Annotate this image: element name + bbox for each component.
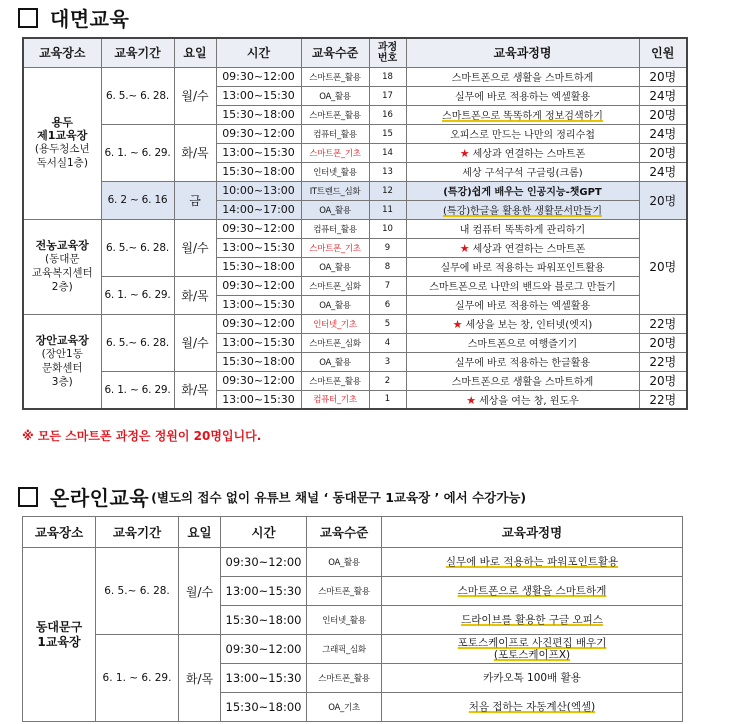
- course-cell: 스마트폰으로 여행즐기기: [406, 333, 639, 352]
- time-cell: 13:00~15:30: [216, 390, 301, 409]
- course-number-cell: 16: [369, 105, 406, 124]
- header-course: 교육과정명: [382, 517, 683, 548]
- level-cell: 인터넷_활용: [301, 162, 369, 181]
- course-number-cell: 3: [369, 352, 406, 371]
- header-day: 요일: [174, 38, 216, 67]
- capacity-cell: 20명: [639, 333, 687, 352]
- period-cell: 6. 5.~ 6. 28.: [101, 314, 174, 371]
- course-cell: 드라이브를 활용한 구글 오피스: [382, 606, 683, 635]
- period-cell: 6. 5.~ 6. 28.: [101, 67, 174, 124]
- capacity-cell: 24명: [639, 124, 687, 143]
- course-number-cell: 12: [369, 181, 406, 200]
- table-row-special-lecture: [23, 181, 687, 200]
- day-cell: 월/수: [179, 548, 221, 635]
- level-cell: OA_활용: [301, 200, 369, 219]
- time-cell: 09:30~12:00: [216, 314, 301, 333]
- course-number-cell: 13: [369, 162, 406, 181]
- period-cell: 6. 5.~ 6. 28.: [96, 548, 179, 635]
- level-cell: 스마트폰_기초: [301, 143, 369, 162]
- course-number-cell: 11: [369, 200, 406, 219]
- period-cell: 6. 1. ~ 6. 29.: [96, 635, 179, 722]
- course-cell: 스마트폰으로 나만의 밴드와 블로그 만들기: [406, 276, 639, 295]
- capacity-cell: 22명: [639, 314, 687, 333]
- star-icon: ★: [459, 242, 470, 255]
- place-cell-jangan: 장안교육장 (장안1동 문화센터 3층): [23, 314, 101, 409]
- level-cell: 인터넷_기초: [301, 314, 369, 333]
- table-row: [23, 314, 687, 333]
- online-schedule-table: [22, 516, 683, 722]
- course-number-cell: 4: [369, 333, 406, 352]
- offline-schedule-table: [22, 37, 688, 410]
- time-cell: 09:30~12:00: [221, 635, 307, 664]
- time-cell: 15:30~18:00: [221, 606, 307, 635]
- course-cell: ★ 세상과 연결하는 스마트폰: [406, 238, 639, 257]
- time-cell: 15:30~18:00: [216, 257, 301, 276]
- level-cell: OA_활용: [301, 86, 369, 105]
- time-cell: 13:00~15:30: [221, 577, 307, 606]
- day-cell: 월/수: [174, 67, 216, 124]
- section-title-online: [18, 482, 526, 511]
- course-number-cell: 5: [369, 314, 406, 333]
- course-cell: (특강)한글을 활용한 생활문서만들기: [406, 200, 639, 219]
- level-cell: OA_기초: [307, 693, 382, 722]
- header-course-number: 과정 번호: [369, 38, 406, 67]
- time-cell: 13:00~15:30: [216, 86, 301, 105]
- course-number-cell: 14: [369, 143, 406, 162]
- course-number-cell: 17: [369, 86, 406, 105]
- time-cell: 13:00~15:30: [216, 333, 301, 352]
- course-number-cell: 9: [369, 238, 406, 257]
- table-row: [23, 371, 687, 390]
- course-cell: 오피스로 만드는 나만의 정리수첩: [406, 124, 639, 143]
- table-row: [23, 548, 683, 577]
- header-place: 교육장소: [23, 38, 101, 67]
- day-cell: 화/목: [174, 371, 216, 409]
- level-cell: 스마트폰_기초: [301, 238, 369, 257]
- table-row: [23, 219, 687, 238]
- level-cell: 컴퓨터_활용: [301, 219, 369, 238]
- level-cell: 스마트폰_활용: [307, 664, 382, 693]
- day-cell: 화/목: [179, 635, 221, 722]
- star-icon: ★: [466, 393, 477, 407]
- course-cell: (특강)쉽게 배우는 인공지능-챗GPT: [406, 181, 639, 200]
- section-checkbox-icon: [18, 487, 38, 507]
- time-cell: 09:30~12:00: [221, 548, 307, 577]
- header-course: 교육과정명: [406, 38, 639, 67]
- time-cell: 09:30~12:00: [216, 276, 301, 295]
- section-checkbox-icon: [18, 8, 38, 28]
- header-place: 교육장소: [23, 517, 96, 548]
- course-cell: 스마트폰으로 생활을 스마트하게: [406, 67, 639, 86]
- course-cell: ★ 세상을 여는 창, 윈도우: [406, 390, 639, 409]
- course-number-cell: 15: [369, 124, 406, 143]
- time-cell: 10:00~13:00: [216, 181, 301, 200]
- time-cell: 14:00~17:00: [216, 200, 301, 219]
- time-cell: 13:00~15:30: [221, 664, 307, 693]
- capacity-cell: 20명: [639, 181, 687, 219]
- level-cell: OA_활용: [301, 257, 369, 276]
- capacity-cell: 20명: [639, 143, 687, 162]
- day-cell: 월/수: [174, 219, 216, 276]
- level-cell: 스마트폰_심화: [301, 333, 369, 352]
- table-header-row: [23, 517, 683, 548]
- section-title-text: 온라인교육: [50, 486, 150, 510]
- level-cell: 스마트폰_활용: [301, 67, 369, 86]
- capacity-cell: 24명: [639, 86, 687, 105]
- course-cell: 실무에 바로 적용하는 한글활용: [406, 352, 639, 371]
- course-cell: 스마트폰으로 생활을 스마트하게: [382, 577, 683, 606]
- level-cell: 그래픽_심화: [307, 635, 382, 664]
- time-cell: 15:30~18:00: [216, 105, 301, 124]
- table-row: [23, 635, 683, 664]
- course-cell: 처음 접하는 자동계산(엑셀): [382, 693, 683, 722]
- level-cell: 인터넷_활용: [307, 606, 382, 635]
- period-cell: 6. 1. ~ 6. 29.: [101, 124, 174, 181]
- level-cell: 컴퓨터_기초: [301, 390, 369, 409]
- course-cell: ★ 세상과 연결하는 스마트폰: [406, 143, 639, 162]
- course-cell: 스마트폰으로 똑똑하게 정보검색하기: [406, 105, 639, 124]
- level-cell: 스마트폰_활용: [307, 577, 382, 606]
- place-cell-dongdaemun: 동대문구 1교육장: [23, 548, 96, 722]
- course-cell: 세상 구석구석 구글링(크롬): [406, 162, 639, 181]
- course-number-cell: 6: [369, 295, 406, 314]
- period-cell: 6. 1. ~ 6. 29.: [101, 276, 174, 314]
- capacity-cell: 24명: [639, 162, 687, 181]
- header-time: 시간: [221, 517, 307, 548]
- section-title-text: 대면교육: [50, 7, 130, 31]
- capacity-note: ※ 모든 스마트폰 과정은 정원이 20명입니다.: [22, 429, 262, 443]
- day-cell: 금: [174, 181, 216, 219]
- table-row: [23, 124, 687, 143]
- level-cell: 컴퓨터_활용: [301, 124, 369, 143]
- capacity-cell: 20명: [639, 67, 687, 86]
- course-number-cell: 8: [369, 257, 406, 276]
- level-cell: IT트렌드_심화: [301, 181, 369, 200]
- table-row: [23, 67, 687, 86]
- course-cell: ★ 세상을 보는 창, 인터넷(엣지): [406, 314, 639, 333]
- day-cell: 화/목: [174, 276, 216, 314]
- place-cell-jeonnong: 전농교육장 (동대문 교육복지센터 2층): [23, 219, 101, 314]
- level-cell: 스마트폰_활용: [301, 371, 369, 390]
- day-cell: 월/수: [174, 314, 216, 371]
- header-time: 시간: [216, 38, 301, 67]
- capacity-cell: 22명: [639, 352, 687, 371]
- course-number-cell: 2: [369, 371, 406, 390]
- time-cell: 15:30~18:00: [221, 693, 307, 722]
- time-cell: 09:30~12:00: [216, 219, 301, 238]
- course-cell: 실무에 바로 적용하는 파워포인트활용: [382, 548, 683, 577]
- time-cell: 15:30~18:00: [216, 162, 301, 181]
- place-cell-yongdu: 용두 제1교육장 (용두청소년 독서실1층): [23, 67, 101, 219]
- level-cell: OA_활용: [301, 295, 369, 314]
- course-cell: 실무에 바로 적용하는 엑셀활용: [406, 86, 639, 105]
- time-cell: 13:00~15:30: [216, 295, 301, 314]
- level-cell: 스마트폰_활용: [301, 105, 369, 124]
- header-period: 교육기간: [101, 38, 174, 67]
- time-cell: 09:30~12:00: [216, 124, 301, 143]
- course-cell: 스마트폰으로 생활을 스마트하게: [406, 371, 639, 390]
- time-cell: 09:30~12:00: [216, 371, 301, 390]
- header-day: 요일: [179, 517, 221, 548]
- time-cell: 13:00~15:30: [216, 143, 301, 162]
- capacity-cell: 20명: [639, 371, 687, 390]
- level-cell: OA_활용: [307, 548, 382, 577]
- time-cell: 13:00~15:30: [216, 238, 301, 257]
- day-cell: 화/목: [174, 124, 216, 181]
- time-cell: 09:30~12:00: [216, 67, 301, 86]
- period-cell: 6. 2 ~ 6. 16: [101, 181, 174, 219]
- star-icon: ★: [452, 318, 463, 331]
- period-cell: 6. 1. ~ 6. 29.: [101, 371, 174, 409]
- section-subtitle: (별도의 접수 없이 유튜브 채널 ‘ 동대문구 1교육장 ’ 에서 수강가능): [151, 489, 527, 505]
- course-number-cell: 7: [369, 276, 406, 295]
- level-cell: OA_활용: [301, 352, 369, 371]
- course-cell: 내 컴퓨터 똑똑하게 관리하기: [406, 219, 639, 238]
- time-cell: 15:30~18:00: [216, 352, 301, 371]
- capacity-cell: 22명: [639, 390, 687, 409]
- table-row: [23, 276, 687, 295]
- course-number-cell: 10: [369, 219, 406, 238]
- header-level: 교육수준: [307, 517, 382, 548]
- capacity-cell: 20명: [639, 105, 687, 124]
- table-header-row: [23, 38, 687, 67]
- star-icon: ★: [459, 147, 470, 160]
- header-level: 교육수준: [301, 38, 369, 67]
- course-cell: 실무에 바로 적용하는 엑셀활용: [406, 295, 639, 314]
- course-cell: 카카오톡 100배 활용: [382, 664, 683, 693]
- section-title-offline: [18, 3, 129, 32]
- course-cell: 포토스케이프로 사진편집 배우기 (포토스케이프X): [382, 635, 683, 664]
- period-cell: 6. 5.~ 6. 28.: [101, 219, 174, 276]
- header-period: 교육기간: [96, 517, 179, 548]
- level-cell: 스마트폰_심화: [301, 276, 369, 295]
- course-number-cell: 1: [369, 390, 406, 409]
- course-cell: 실무에 바로 적용하는 파워포인트활용: [406, 257, 639, 276]
- course-number-cell: 18: [369, 67, 406, 86]
- header-capacity: 인원: [639, 38, 687, 67]
- capacity-cell: 20명: [639, 219, 687, 314]
